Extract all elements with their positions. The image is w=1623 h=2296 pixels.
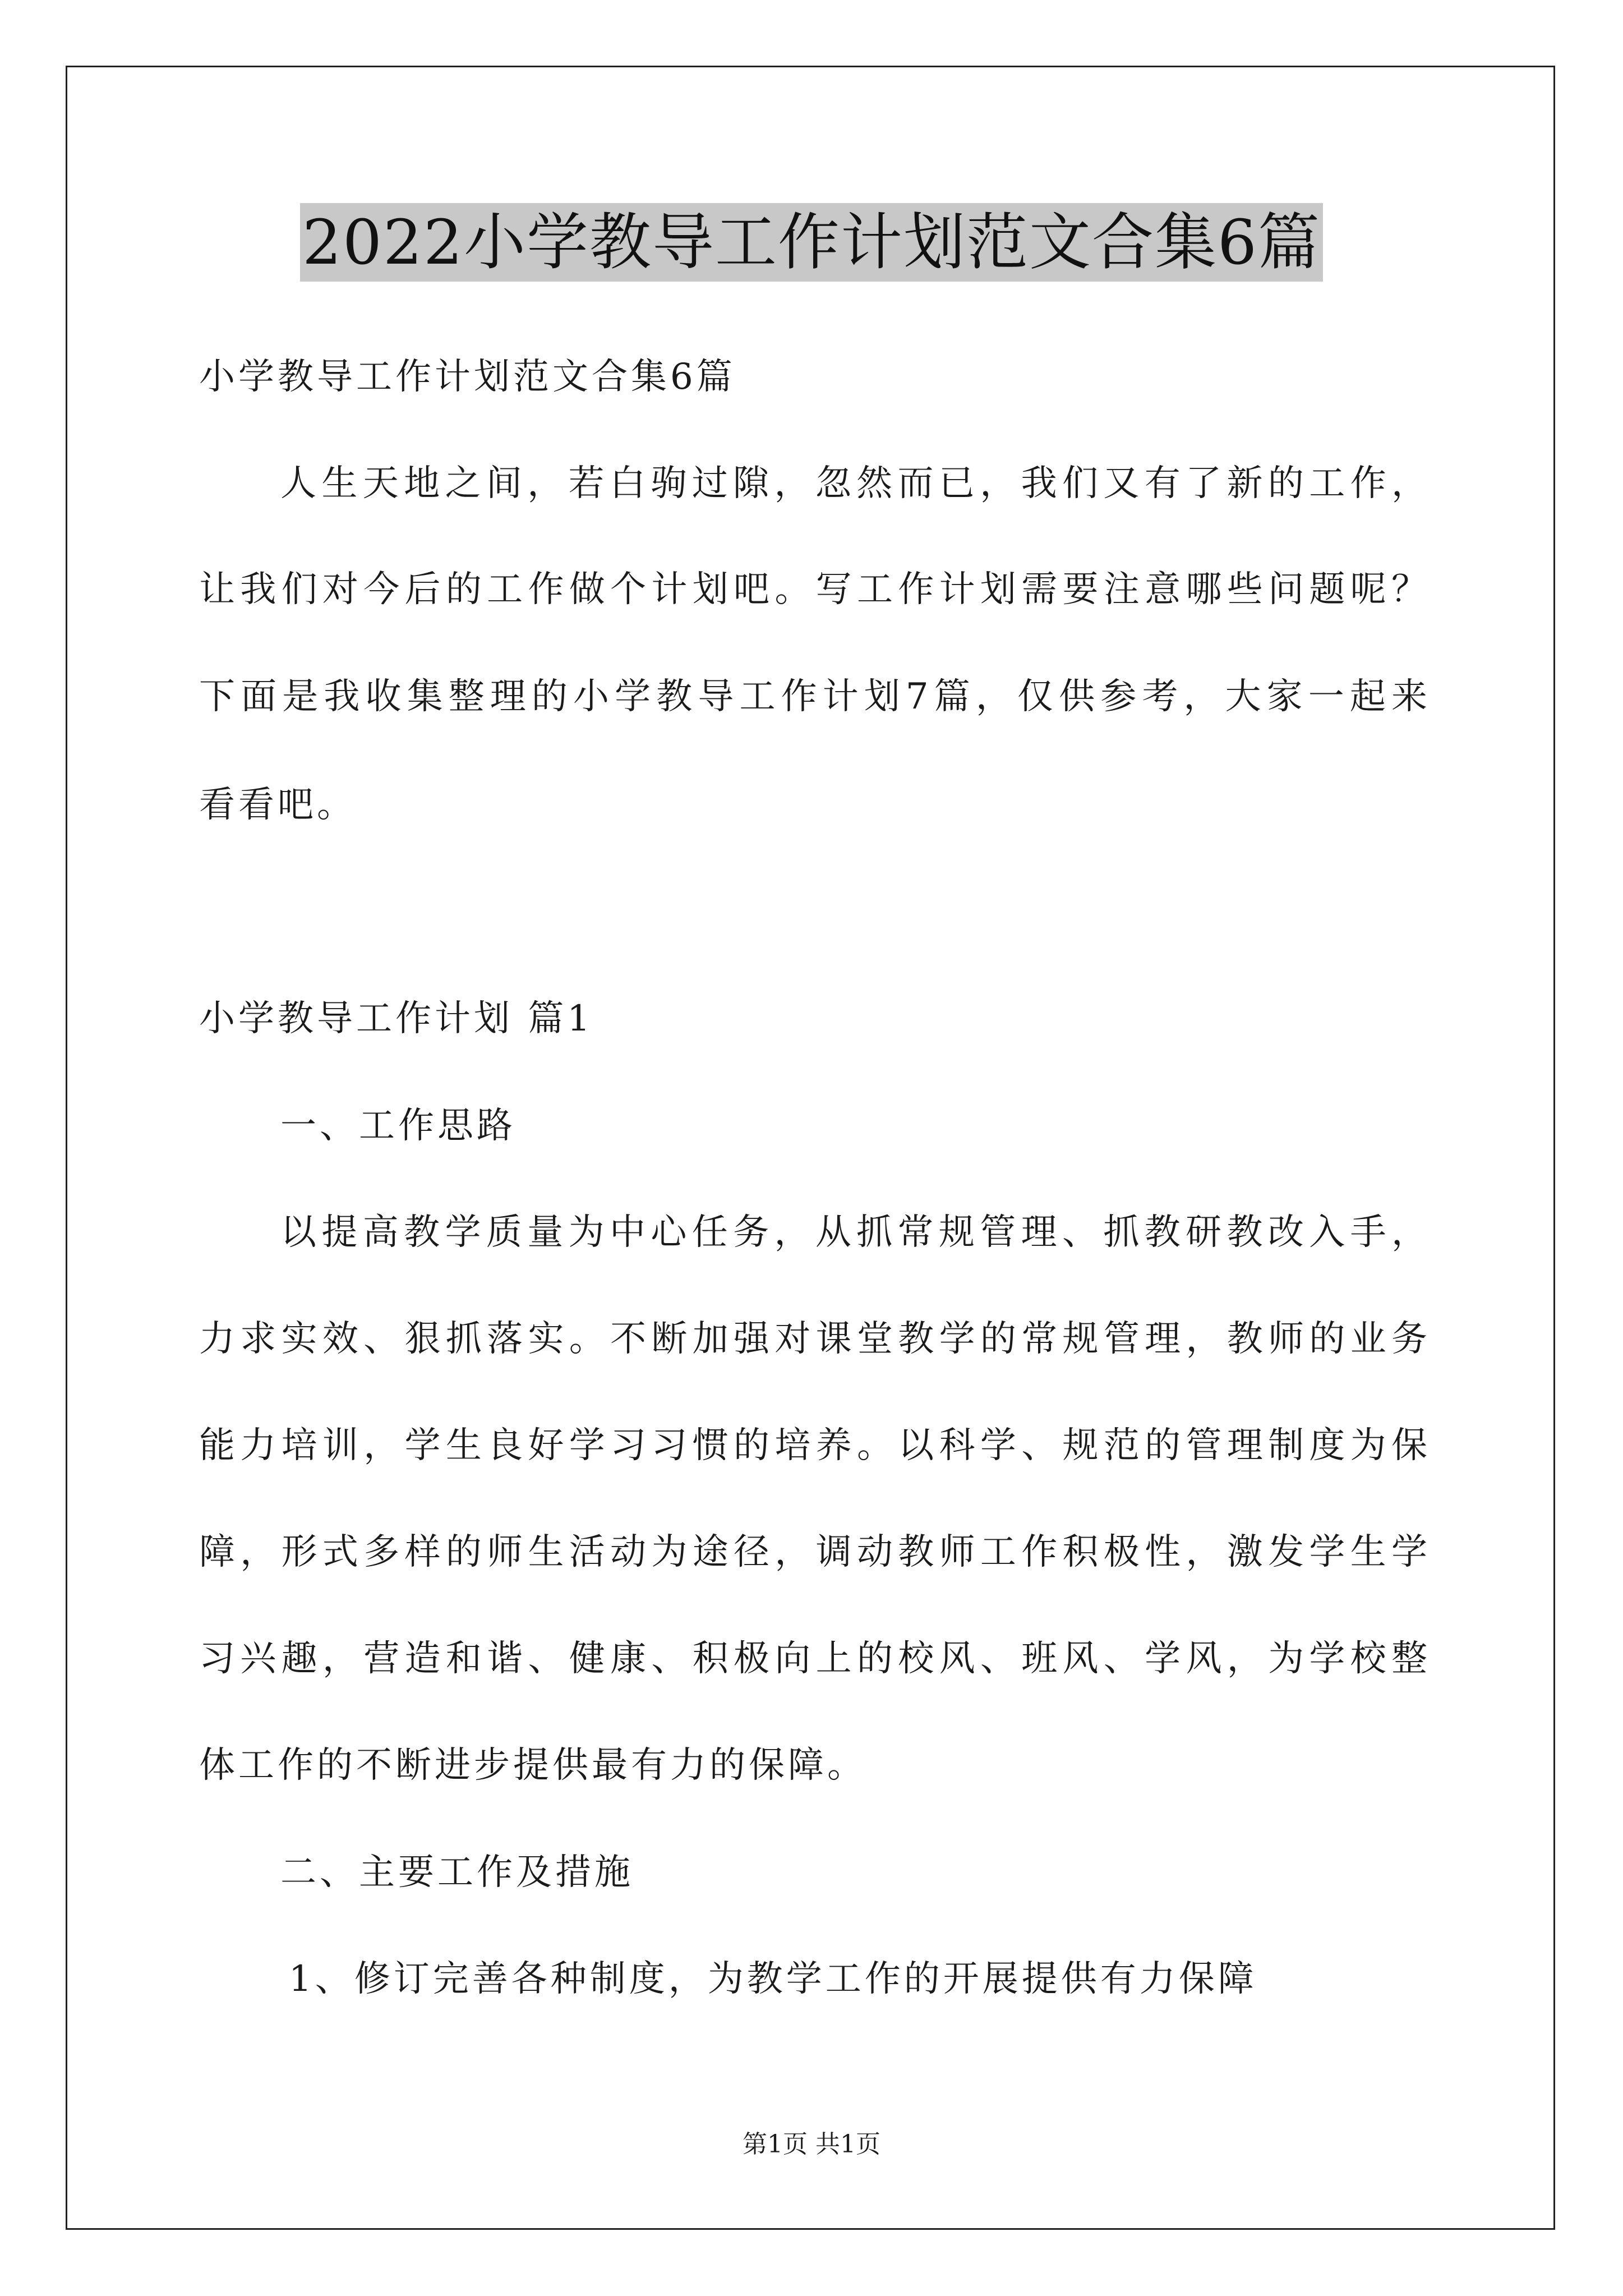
paragraph-line: 以提高教学质量为中心任务，从抓常规管理、抓教研教改入手， [280, 1212, 1427, 1253]
paragraph-line: 力求实效、狠抓落实。不断加强对课堂教学的常规管理，教师的业务 [199, 1318, 1427, 1360]
paragraph-line: 让我们对今后的工作做个计划吧。写工作计划需要注意哪些问题呢？ [199, 569, 1427, 610]
subsection-heading: 一、工作思路 [280, 1105, 516, 1147]
paragraph-line: 体工作的不断进步提供最有力的保障。 [199, 1745, 866, 1786]
subsection-heading: 二、主要工作及措施 [280, 1852, 634, 1893]
list-item: 1、修订完善各种制度，为教学工作的开展提供有力保障 [289, 1958, 1257, 2000]
paragraph-line: 人生天地之间，若白驹过隙，忽然而已，我们又有了新的工作， [280, 463, 1427, 504]
paragraph-line: 习兴趣，营造和谐、健康、积极向上的校风、班风、学风，为学校整 [199, 1638, 1427, 1680]
subtitle-line: 小学教导工作计划范文合集6篇 [199, 356, 736, 398]
paragraph-line: 看看吧。 [199, 784, 356, 826]
paragraph-line: 能力培训，学生良好学习习惯的培养。以科学、规范的管理制度为保 [199, 1425, 1427, 1466]
paragraph-line: 障，形式多样的师生活动为途径，调动教师工作积极性，激发学生学 [199, 1531, 1427, 1573]
document-title: 2022小学教导工作计划范文合集6篇 [300, 203, 1323, 282]
page-footer: 第1页 共1页 [743, 2130, 880, 2159]
title-container [0, 203, 1623, 282]
paragraph-line: 下面是我收集整理的小学教导工作计划7篇，仅供参考，大家一起来 [199, 676, 1427, 717]
section-heading: 小学教导工作计划 篇1 [199, 998, 594, 1039]
